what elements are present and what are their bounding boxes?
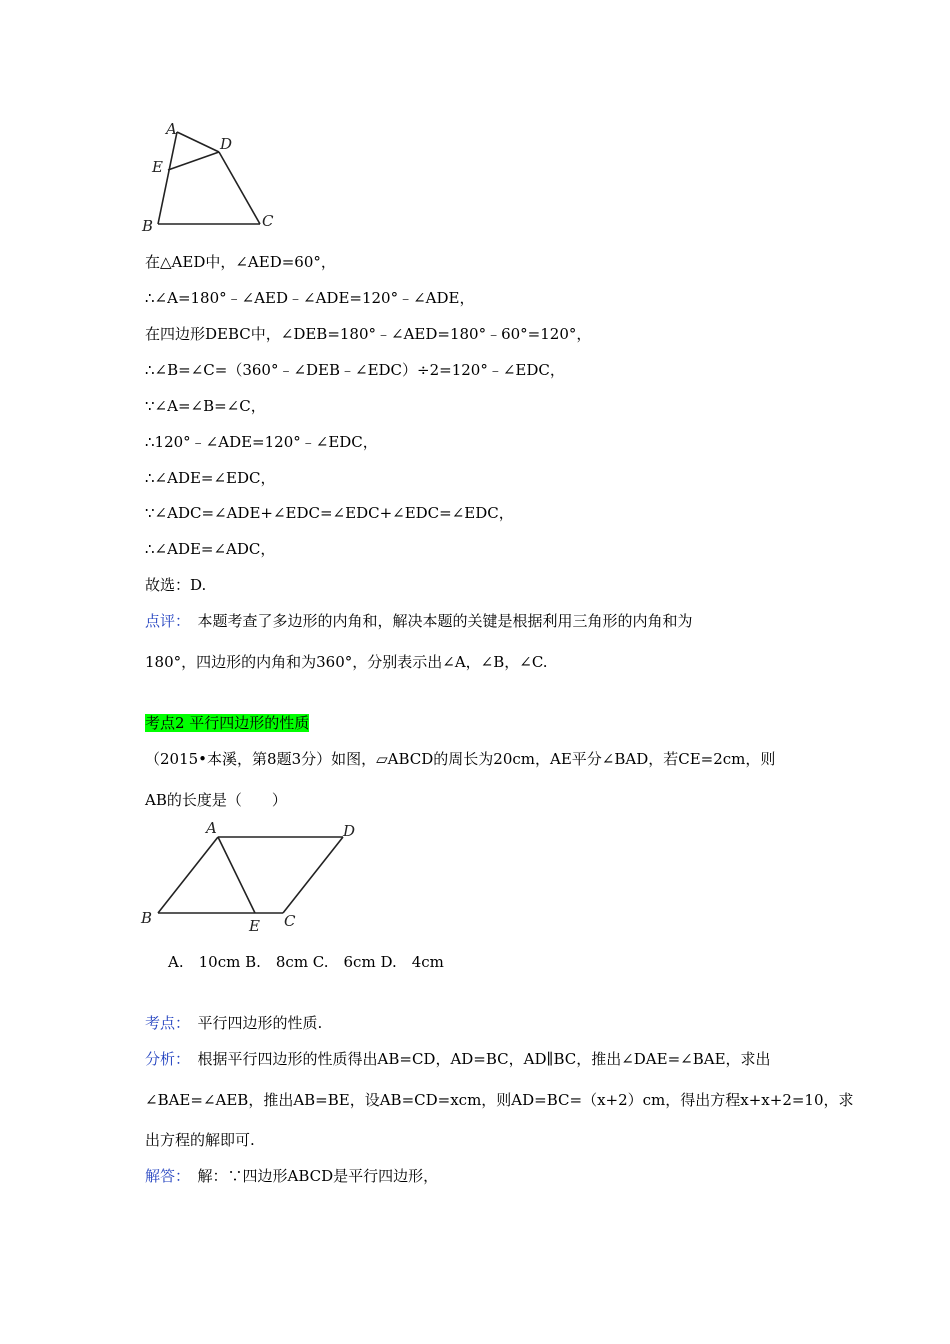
comment-line-1: [145, 611, 693, 631]
figure-parallelogram: [138, 816, 368, 938]
segment-CD: [219, 152, 260, 224]
answer-options: A. 10cm B. 8cm C. 6cm D. 4cm: [168, 953, 444, 971]
comment-label: 点评：: [145, 612, 183, 630]
label-A: A: [206, 819, 217, 837]
kaodian-text: 平行四边形的性质.: [182, 1014, 323, 1032]
segment-AE: [218, 837, 255, 913]
jieda-line: [145, 1166, 438, 1186]
question-line-2: AB的长度是（ ）: [145, 791, 287, 809]
solution-line-9: ∴∠ADE=∠ADC，: [145, 540, 276, 558]
segment-ED: [168, 152, 219, 170]
solution-line-3: 在四边形DEBC中，∠DEB=180°﹣∠AED=180°﹣60°=120°，: [145, 325, 592, 343]
label-C: C: [262, 212, 274, 230]
segment-AD: [177, 132, 219, 152]
solution-line-5: ∵∠A=∠B=∠C，: [145, 397, 266, 415]
solution-line-8: ∵∠ADC=∠ADE+∠EDC=∠EDC+∠EDC=∠EDC，: [145, 504, 514, 522]
label-E: E: [249, 917, 260, 935]
jieda-text: 解：∵四边形ABCD是平行四边形，: [182, 1167, 439, 1185]
segment-AB: [158, 837, 218, 913]
label-B: B: [142, 217, 154, 235]
comment-line-2: 180°，四边形的内角和为360°，分别表示出∠A，∠B，∠C.: [145, 653, 548, 671]
section-heading: [145, 713, 309, 733]
label-B: B: [141, 909, 153, 927]
comment-text-1: 本题考查了多边形的内角和，解决本题的关键是根据利用三角形的内角和为: [182, 612, 693, 630]
solution-line-6: ∴120°﹣∠ADE=120°﹣∠EDC，: [145, 433, 378, 451]
kaodian-label: 考点：: [145, 1014, 183, 1032]
fenxi-label: 分析：: [145, 1050, 183, 1068]
label-C: C: [284, 912, 296, 930]
jieda-label: 解答：: [145, 1167, 183, 1185]
solution-line-1: 在△AED中，∠AED=60°，: [145, 253, 336, 271]
fenxi-line-1: [145, 1049, 771, 1069]
fenxi-text-1: 根据平行四边形的性质得出AB=CD，AD=BC，AD∥BC，推出∠DAE=∠BAE，求出: [182, 1050, 771, 1068]
label-A: A: [166, 120, 177, 138]
label-E: E: [152, 158, 163, 176]
fenxi-line-3: 出方程的解即可.: [145, 1131, 255, 1149]
segment-CD: [283, 837, 343, 913]
fenxi-line-2: ∠BAE=∠AEB，推出AB=BE，设AB=CD=xcm，则AD=BC=（x+2）cm，得出方程x+x+2=10，求: [145, 1091, 854, 1109]
segment-AB: [158, 132, 177, 224]
solution-line-4: ∴∠B=∠C=（360°﹣∠DEB﹣∠EDC）÷2=120°﹣∠EDC，: [145, 361, 565, 379]
figure-quadrilateral: [140, 118, 290, 236]
kaodian-line: [145, 1013, 322, 1033]
question-line-1: （2015•本溪，第8题3分）如图，▱ABCD的周长为20cm，AE平分∠BAD，若CE=2cm，则: [145, 750, 776, 768]
label-D: D: [220, 135, 233, 153]
solution-line-10: 故选：D.: [145, 576, 207, 594]
section-heading-text: 考点2 平行四边形的性质: [145, 714, 310, 732]
label-D: D: [343, 822, 356, 840]
solution-line-2: ∴∠A=180°﹣∠AED﹣∠ADE=120°﹣∠ADE，: [145, 289, 475, 307]
solution-line-7: ∴∠ADE=∠EDC，: [145, 469, 276, 487]
